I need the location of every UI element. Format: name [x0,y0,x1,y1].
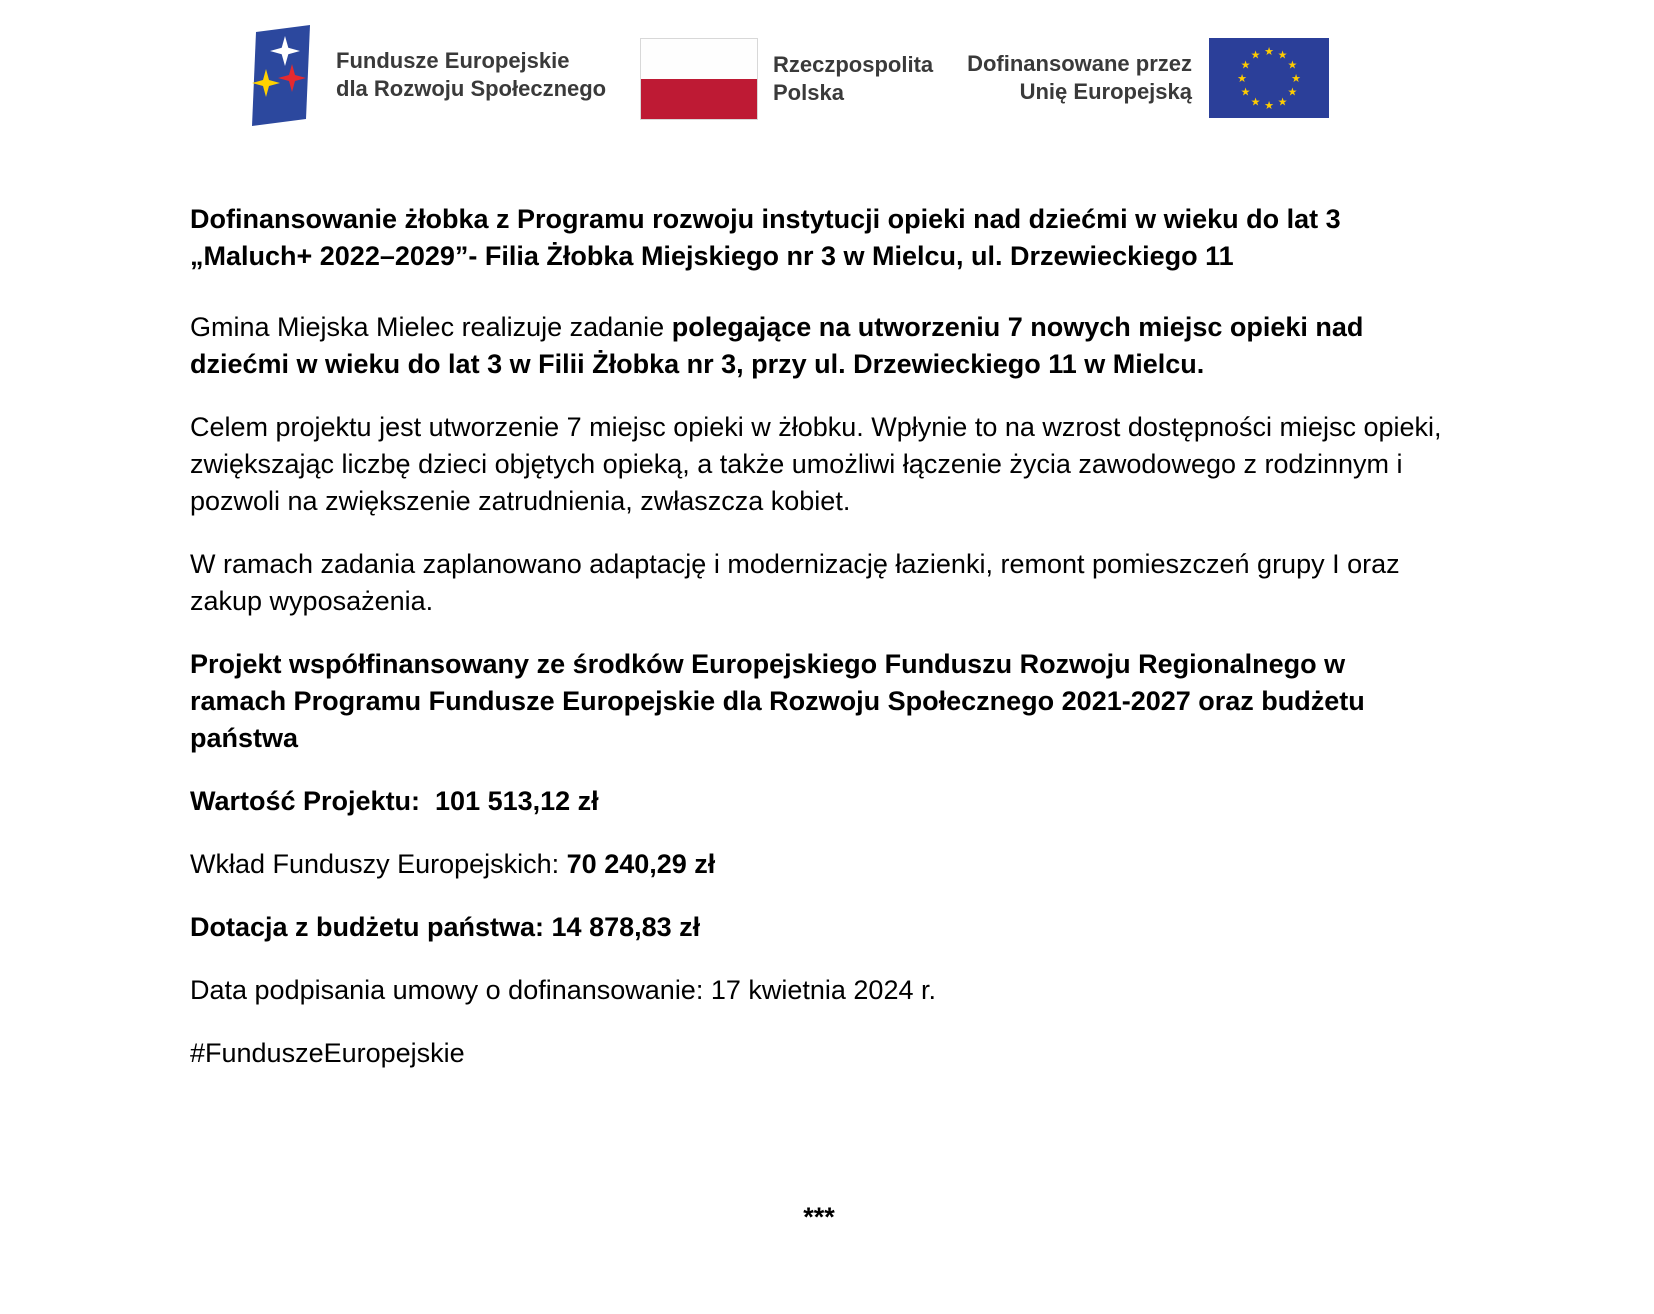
fe-logo-caption-line1: Fundusze Europejskie [336,48,570,73]
logo-dofinansowane-przez-ue [952,38,1329,118]
paragraph-project-value [190,783,1448,820]
paragraph-run: Dotacja z budżetu państwa: 14 878,83 zł [190,912,701,942]
pl-logo-caption-line1: Rzeczpospolita [773,52,934,77]
poland-flag-white-stripe [641,39,757,79]
svg-text:★: ★ [1277,48,1288,62]
logo-rzeczpospolita-polska [640,38,933,120]
document-body [190,201,1448,1262]
svg-text:★: ★ [1277,95,1288,109]
pl-logo-caption-line2: Polska [773,80,844,105]
paragraph-agreement-date [190,972,1448,1009]
svg-text:★: ★ [1264,45,1274,58]
fe-logo-caption-line2: dla Rozwoju Społecznego [336,76,607,101]
paragraph-run: #FunduszeEuropejskie [190,1038,465,1068]
paragraph-run: Gmina Miejska Mielec realizuje zadanie [190,312,672,342]
poland-flag-icon [640,38,758,120]
svg-text:★: ★ [1250,48,1261,62]
paragraph-run: Wkład Funduszy Europejskich: [190,849,567,879]
paragraph-task-description [190,309,1448,383]
paragraph-run: Data podpisania umowy o dofinansowanie: 17 kwietnia 2024 r. [190,975,936,1005]
paragraph-state-grant [190,909,1448,946]
paragraph-run: Wartość Projektu: 101 513,12 zł [190,786,599,816]
svg-text:★: ★ [1250,95,1261,109]
poland-flag-red-stripe [641,79,757,119]
paragraph-project-goal [190,409,1448,520]
paragraph-run: W ramach zadania zaplanowano adaptację i modernizację łazienki, remont pomieszczeń grupy I oraz zakup wyposażenia. [190,549,1408,616]
svg-text:★: ★ [1287,85,1298,99]
paragraph-eu-contribution [190,846,1448,883]
svg-text:★: ★ [1291,72,1301,85]
eu-logo-caption-line2: Unię Europejską [1019,79,1192,104]
title-text: Dofinansowanie żłobka z Programu rozwoju instytucji opieki nad dziećmi w wieku do lat 3 „Maluch+ 2022–2029”- Filia Żłobka Miejskiego nr 3 w Mielcu, ul. Drzewieckiego 11 [190,204,1349,271]
svg-text:★: ★ [1237,72,1247,85]
section-separator: *** [803,1202,835,1232]
paragraph-run: polegające na utworzeniu 7 nowych miejsc opieki nad dziećmi w wieku do lat 3 w Filii Żłobka nr 3, przy ul. Drzewieckiego 11 w Mielcu. [190,312,1371,379]
fe-flag-icon [247,23,313,127]
paragraph-planned-works [190,546,1448,620]
eu-flag-icon [1209,38,1329,118]
paragraph-run: Projekt współfinansowany ze środków Europejskiego Funduszu Rozwoju Regionalnego w ramach Programu Fundusze Europejskie dla Rozwoju Społecznego 2021-2027 oraz budżetu państwa [190,649,1373,753]
eu-logo-caption [952,50,1192,106]
svg-text:★: ★ [1240,58,1251,72]
svg-text:★: ★ [1287,58,1298,72]
svg-text:★: ★ [1240,85,1251,99]
fe-logo-caption [336,47,606,103]
paragraph-cofinancing [190,646,1448,757]
logo-fundusze-europejskie [247,24,606,126]
pl-logo-caption [773,51,933,107]
svg-text:★: ★ [1264,99,1274,112]
paragraph-run: 70 240,29 zł [566,849,716,879]
paragraph-hashtag [190,1035,1448,1072]
document-title [190,201,1448,275]
eu-logo-caption-line1: Dofinansowane przez [967,51,1192,76]
paragraph-run: Celem projektu jest utworzenie 7 miejsc opieki w żłobku. Wpłynie to na wzrost dostępności miejsc opieki, zwiększając liczbę dzieci objętych opieką, a także umożliwi łączenie życia zawodowego z rodzinnym i pozwoli na zwiększenie zatrudnienia, zwłaszcza kobiet. [190,412,1450,516]
